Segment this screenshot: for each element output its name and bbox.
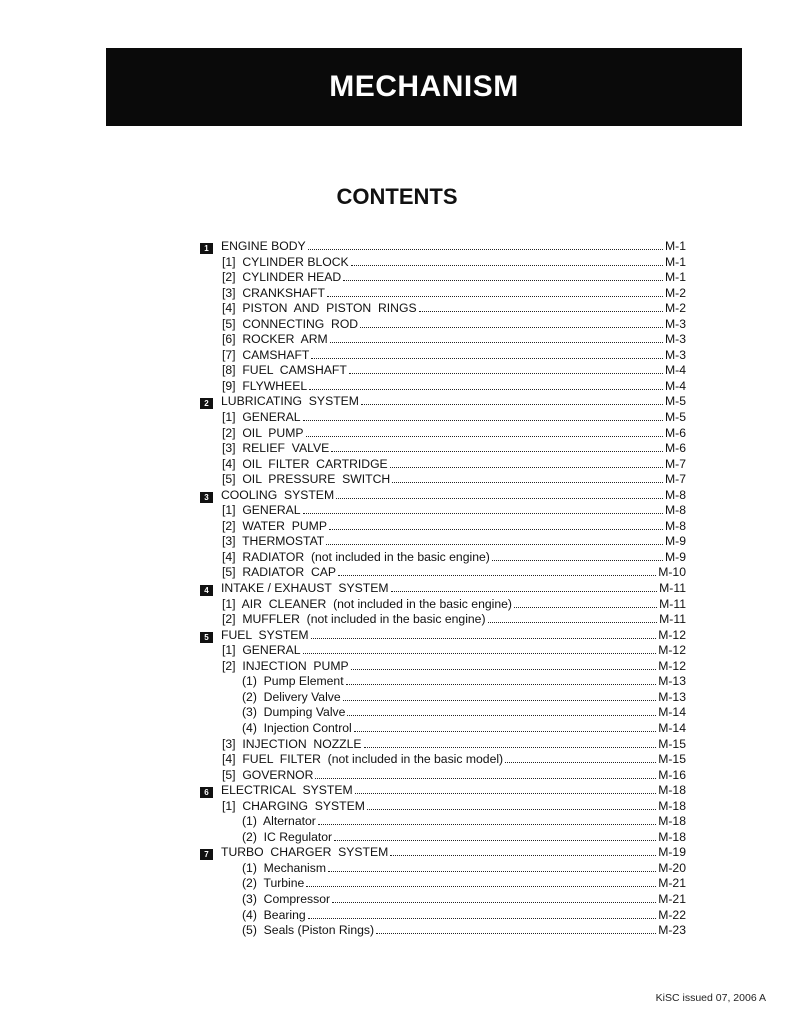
toc-entry[interactable] [200,300,686,316]
dot-leader [391,580,658,592]
toc-entry-label: (1) Mechanism [242,860,326,875]
issue-footer: KiSC issued 07, 2006 A [655,992,766,1004]
toc-entry[interactable] [200,844,686,860]
toc-entry-page: M-4 [665,378,686,393]
toc-entry-label: (2) IC Regulator [242,829,333,844]
toc-entry[interactable] [200,627,686,643]
toc-entry[interactable] [200,549,686,565]
toc-entry-label: [5] CONNECTING ROD [222,316,359,331]
toc-entry-page: M-11 [659,581,686,596]
toc-entry[interactable] [200,736,686,752]
toc-entry[interactable] [200,409,686,425]
dot-leader [332,891,656,903]
toc-entry[interactable] [200,875,686,891]
toc-entry-label: [3] RELIEF VALVE [222,441,330,456]
toc-entry-page: M-22 [658,907,686,922]
dot-leader [330,331,663,343]
section-number-box: 3 [200,492,213,503]
toc-entry[interactable] [200,704,686,720]
toc-entry[interactable] [200,425,686,441]
toc-entry-label: [3] CRANKSHAFT [222,285,325,300]
toc-entry-page: M-3 [665,332,686,347]
section-number-box: 7 [200,849,213,860]
toc-entry-page: M-12 [658,658,686,673]
dot-leader [331,440,663,452]
toc-entry-label: [7] CAMSHAFT [222,347,310,362]
toc-entry-page: M-5 [665,410,686,425]
toc-entry-page: M-9 [665,534,686,549]
toc-entry-label: ELECTRICAL SYSTEM [221,783,353,798]
toc-entry-label: [2] MUFFLER (not included in the basic engine) [222,612,486,627]
toc-entry[interactable] [200,673,686,689]
dot-leader [308,238,663,250]
dot-leader [351,254,663,266]
toc-entry-label: [2] CYLINDER HEAD [222,270,342,285]
toc-entry[interactable] [200,782,686,798]
toc-entry-label: (3) Compressor [242,891,331,906]
toc-entry-label: [4] OIL FILTER CARTRIDGE [222,456,388,471]
toc-entry-label: [5] RADIATOR CAP [222,565,337,580]
toc-entry[interactable] [200,829,686,845]
toc-entry-label: INTAKE / EXHAUST SYSTEM [221,581,389,596]
dot-leader [329,518,663,530]
toc-entry-label: [1] CYLINDER BLOCK [222,254,349,269]
toc-entry-page: M-8 [665,518,686,533]
dot-leader [328,860,656,872]
toc-entry[interactable] [200,564,686,580]
dot-leader [492,549,663,561]
dot-leader [311,627,657,639]
toc-entry[interactable] [200,487,686,503]
toc-entry-page: M-15 [658,752,686,767]
section-number-box: 5 [200,632,213,643]
toc-entry[interactable] [200,440,686,456]
toc-entry-label: [5] OIL PRESSURE SWITCH [222,472,391,487]
toc-entry-page: M-1 [665,270,686,285]
toc-entry-page: M-11 [659,612,686,627]
section-number-box: 6 [200,787,213,798]
dot-leader [315,767,656,779]
dot-leader [354,720,656,732]
toc-entry-label: (4) Injection Control [242,720,352,735]
dot-leader [303,642,657,654]
toc-entry-label: [4] PISTON AND PISTON RINGS [222,301,417,316]
toc-entry-label: COOLING SYSTEM [221,487,335,502]
dot-leader [334,829,656,841]
toc-entry-label: [3] INJECTION NOZZLE [222,736,362,751]
toc-entry[interactable] [200,611,686,627]
toc-entry-label: (3) Dumping Valve [242,705,346,720]
toc-entry-label: [2] WATER PUMP [222,518,327,533]
toc-entry-page: M-2 [665,301,686,316]
toc-entry[interactable] [200,580,686,596]
dot-leader [343,689,657,701]
dot-leader [309,378,663,390]
toc-entry-label: TURBO CHARGER SYSTEM [221,845,389,860]
toc-entry[interactable] [200,378,686,394]
toc-entry-label: [8] FUEL CAMSHAFT [222,363,347,378]
dot-leader [361,393,663,405]
toc-entry[interactable] [200,798,686,814]
toc-entry[interactable] [200,720,686,736]
toc-entry-label: [1] GENERAL [222,643,301,658]
toc-entry[interactable] [200,238,686,254]
toc-entry-page: M-18 [658,829,686,844]
dot-leader [349,362,663,374]
toc-entry[interactable] [200,471,686,487]
toc-entry-label: [9] FLYWHEEL [222,378,308,393]
toc-entry[interactable] [200,362,686,378]
dot-leader [355,782,657,794]
page-title: MECHANISM [329,70,519,103]
dot-leader [311,347,663,359]
dot-leader [326,533,663,545]
dot-leader [303,502,663,514]
dot-leader [306,875,656,887]
dot-leader [338,564,656,576]
toc-entry-page: M-8 [665,487,686,502]
dot-leader [327,285,663,297]
toc-entry-page: M-6 [665,441,686,456]
dot-leader [351,658,657,670]
toc-entry-page: M-1 [665,239,686,253]
toc-entry[interactable] [200,689,686,705]
toc-entry[interactable] [200,922,686,938]
toc-entry-page: M-21 [658,891,686,906]
toc-entry-page: M-4 [665,363,686,378]
dot-leader [390,456,663,468]
toc-entry-page: M-13 [658,674,686,689]
toc-entry-page: M-5 [665,394,686,409]
dot-leader [346,673,657,685]
toc-entry-label: (4) Bearing [242,907,306,922]
toc-entry-page: M-18 [658,814,686,829]
toc-entry-page: M-6 [665,425,686,440]
dot-leader [347,704,656,716]
toc-entry[interactable] [200,751,686,767]
toc-entry-page: M-15 [658,736,686,751]
toc-entry-label: [1] GENERAL [222,503,301,518]
toc-entry-page: M-18 [658,783,686,798]
toc-entry-page: M-14 [658,720,686,735]
dot-leader [488,611,658,623]
dot-leader [390,844,656,856]
header-banner [106,48,742,126]
dot-leader [367,798,656,810]
dot-leader [343,269,663,281]
toc-entry-page: M-7 [665,456,686,471]
toc-entry-page: M-19 [658,845,686,860]
toc-entry-page: M-20 [658,860,686,875]
section-number-box: 2 [200,398,213,409]
toc-entry-label: [1] AIR CLEANER (not included in the basic engine) [222,596,512,611]
toc-entry-label: [3] THERMOSTAT [222,534,325,549]
dot-leader [360,316,663,328]
toc-entry-page: M-14 [658,705,686,720]
toc-entry-label: ENGINE BODY [221,239,306,253]
toc-entry-page: M-3 [665,316,686,331]
toc-entry[interactable] [200,596,686,612]
dot-leader [318,813,656,825]
toc-entry[interactable] [200,285,686,301]
toc-entry-page: M-8 [665,503,686,518]
toc-entry[interactable] [200,518,686,534]
toc-entry[interactable] [200,502,686,518]
toc-entry-label: [1] GENERAL [222,410,301,425]
toc-entry-page: M-12 [658,627,686,642]
toc-entry-page: M-23 [658,923,686,938]
toc-entry-label: [5] GOVERNOR [222,767,314,782]
section-number-box: 4 [200,585,213,596]
toc-entry-label: [2] OIL PUMP [222,425,304,440]
dot-leader [505,751,656,763]
toc-entry-page: M-9 [665,549,686,564]
toc-entry-label: [1] CHARGING SYSTEM [222,798,365,813]
toc-entry-label: (2) Turbine [242,876,305,891]
toc-entry[interactable] [200,269,686,285]
toc-entry[interactable] [200,658,686,674]
toc-entry-label: [4] FUEL FILTER (not included in the basic model) [222,752,504,767]
dot-leader [336,487,663,499]
toc-entry[interactable] [200,642,686,658]
dot-leader [364,736,657,748]
toc-entry[interactable] [200,813,686,829]
toc-entry[interactable] [200,316,686,332]
toc-entry-label: [4] RADIATOR (not included in the basic engine) [222,549,490,564]
dot-leader [308,907,657,919]
toc-entry[interactable] [200,907,686,923]
toc-entry-page: M-7 [665,472,686,487]
toc-entry-label: (5) Seals (Piston Rings) [242,923,375,938]
toc-entry[interactable] [200,331,686,347]
toc-entry[interactable] [200,254,686,270]
contents-heading: CONTENTS [336,184,458,209]
toc-entry-page: M-10 [658,565,686,580]
toc-entry-label: FUEL SYSTEM [221,627,309,642]
toc-entry-label: LUBRICATING SYSTEM [221,394,359,409]
toc-entry-page: M-21 [658,876,686,891]
toc-entry[interactable] [200,891,686,907]
toc-entry[interactable] [200,393,686,409]
toc-entry-label: (2) Delivery Valve [242,689,341,704]
toc-entry-page: M-1 [665,254,686,269]
dot-leader [514,596,657,608]
dot-leader [306,425,664,437]
dot-leader [376,922,656,934]
toc-entry-page: M-18 [658,798,686,813]
toc-entry-label: (1) Pump Element [242,674,344,689]
toc-entry-label: [6] ROCKER ARM [222,332,328,347]
table-of-contents [200,238,686,938]
toc-entry[interactable] [200,456,686,472]
toc-entry[interactable] [200,347,686,363]
toc-entry-page: M-16 [658,767,686,782]
toc-entry[interactable] [200,767,686,783]
toc-entry[interactable] [200,860,686,876]
dot-leader [419,300,663,312]
toc-entry-page: M-13 [658,689,686,704]
dot-leader [303,409,663,421]
toc-entry-page: M-2 [665,285,686,300]
toc-entry-page: M-11 [659,596,686,611]
section-number-box: 1 [200,243,213,254]
toc-entry-label: [2] INJECTION PUMP [222,658,349,673]
dot-leader [392,471,663,483]
toc-entry-page: M-3 [665,347,686,362]
toc-entry[interactable] [200,533,686,549]
toc-entry-label: (1) Alternator [242,814,316,829]
toc-entry-page: M-12 [658,643,686,658]
